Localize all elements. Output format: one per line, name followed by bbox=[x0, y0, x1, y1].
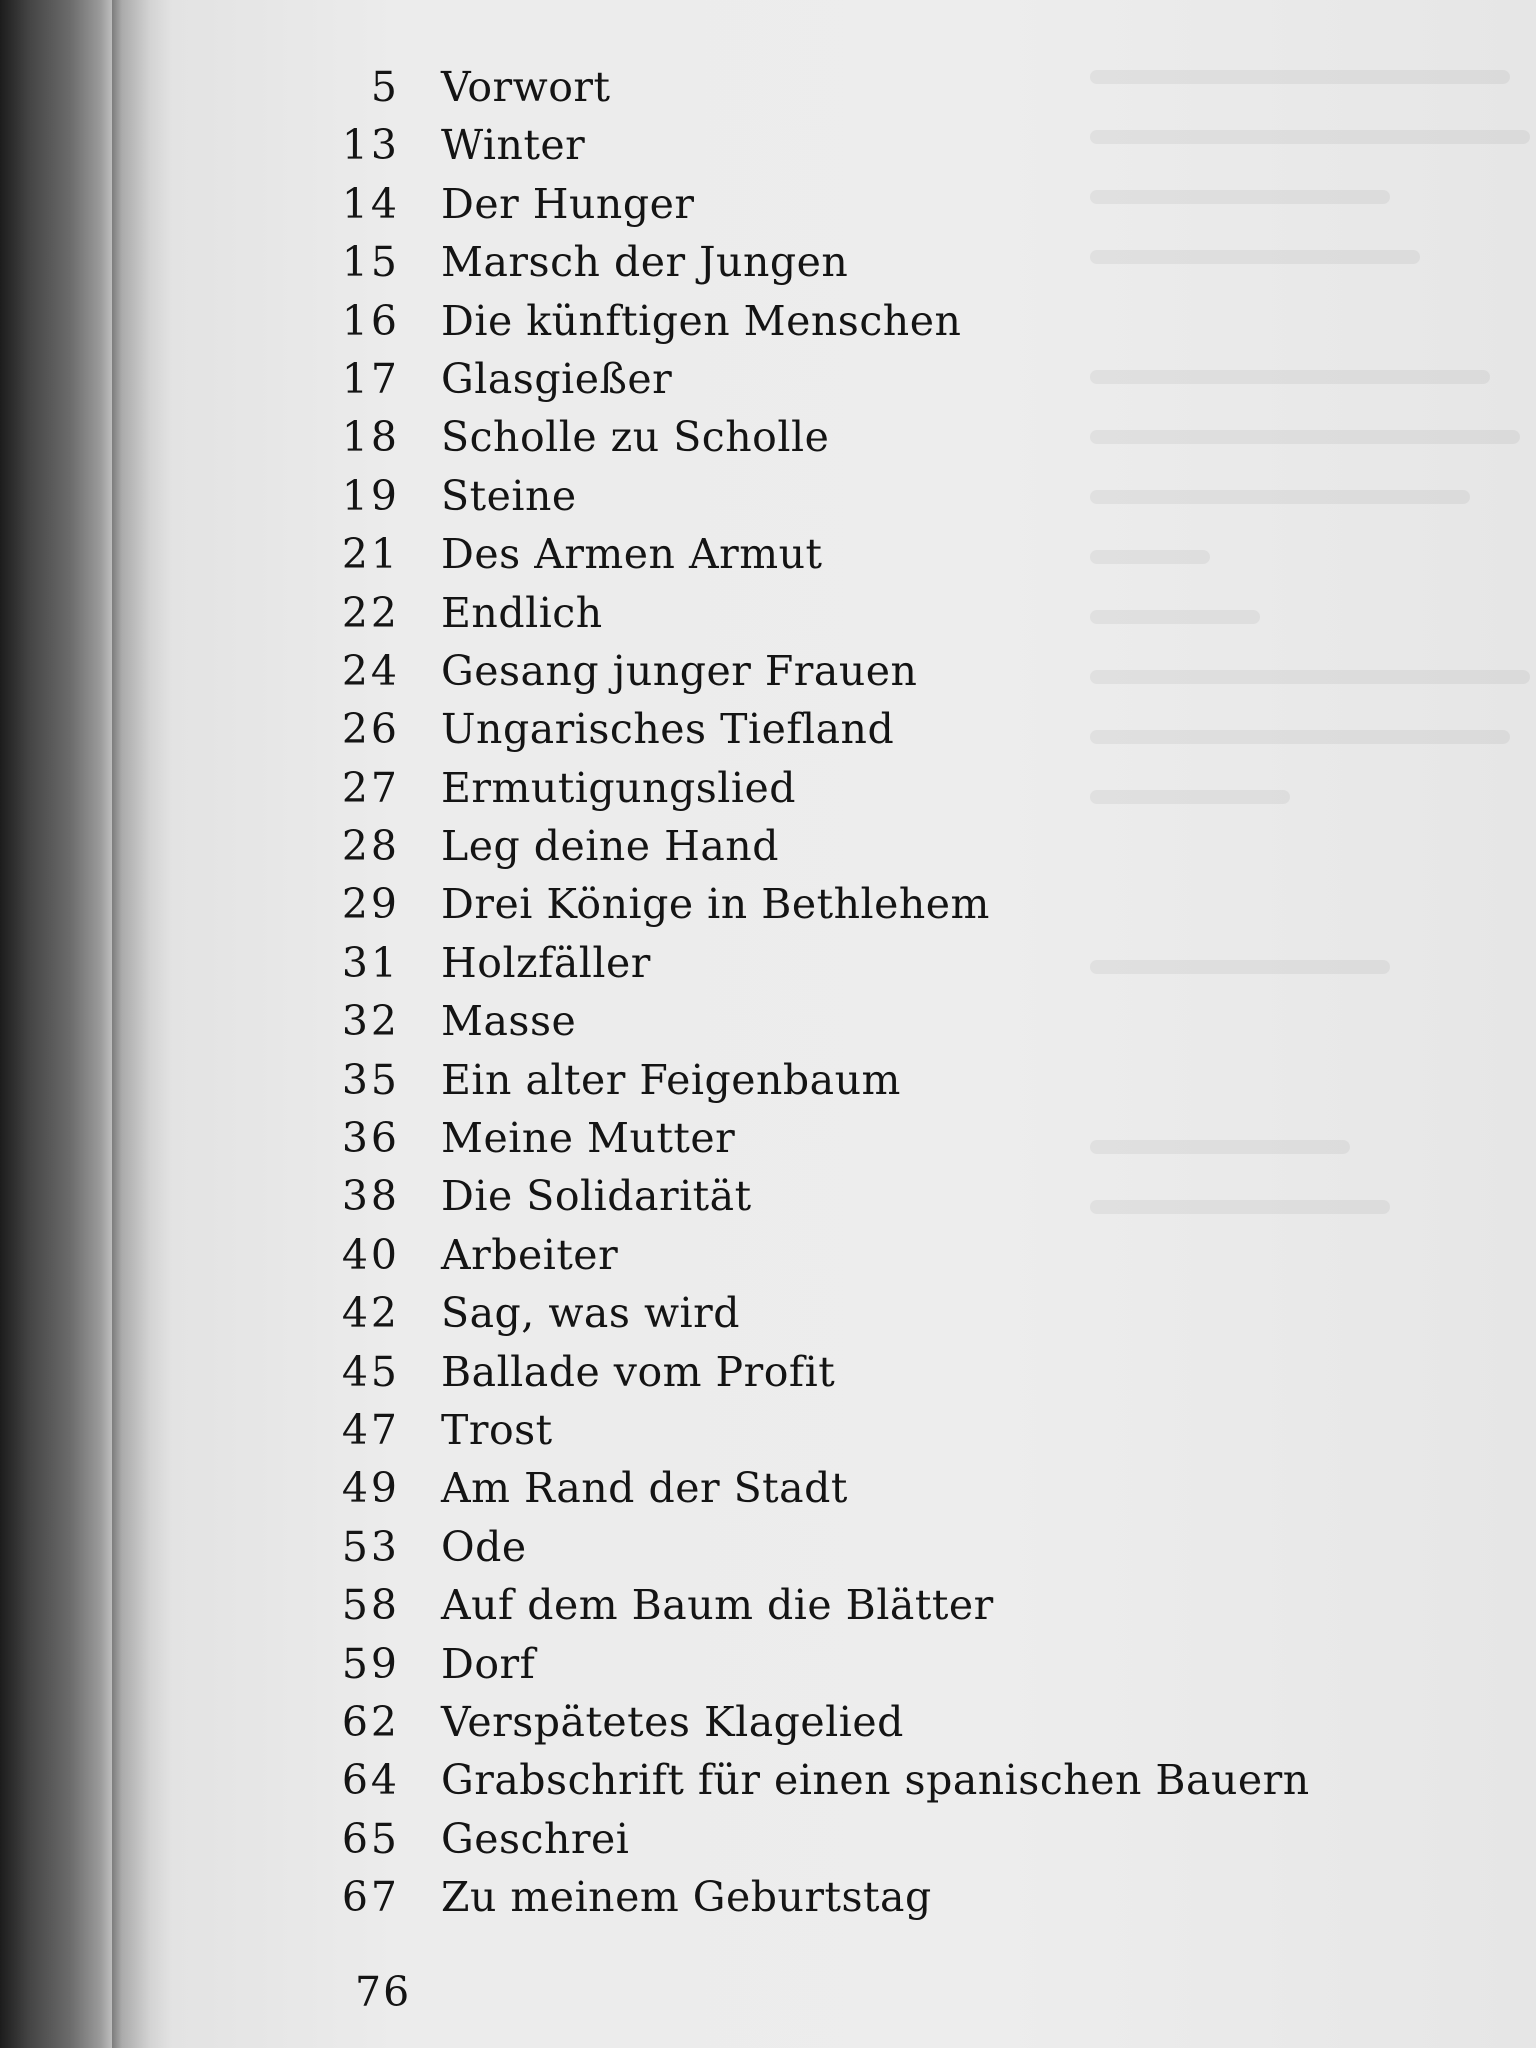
toc-entry bbox=[0, 1576, 1400, 1634]
toc-title: Holzfäller bbox=[441, 938, 651, 987]
toc-entry bbox=[0, 116, 1400, 174]
toc-entry bbox=[0, 1109, 1400, 1167]
toc-entry bbox=[0, 1343, 1400, 1401]
toc-title: Drei Könige in Bethlehem bbox=[441, 880, 990, 929]
toc-page-number: 64 bbox=[341, 1756, 400, 1805]
toc-page-number: 53 bbox=[341, 1522, 400, 1571]
toc-entry bbox=[0, 992, 1400, 1050]
toc-entry bbox=[0, 584, 1400, 642]
toc-page-number: 16 bbox=[341, 296, 400, 345]
toc-page-number: 24 bbox=[341, 646, 400, 695]
toc-title: Winter bbox=[441, 121, 586, 170]
toc-title: Am Rand der Stadt bbox=[441, 1464, 848, 1513]
toc-title: Ungarisches Tiefland bbox=[441, 705, 895, 754]
toc-page-number: 19 bbox=[341, 471, 400, 520]
toc-page-number: 26 bbox=[341, 705, 400, 754]
toc-page-number: 45 bbox=[341, 1347, 400, 1396]
toc-title: Scholle zu Scholle bbox=[441, 413, 830, 462]
toc-title: Glasgießer bbox=[441, 354, 673, 403]
toc-entry bbox=[0, 1284, 1400, 1342]
toc-page-number: 59 bbox=[341, 1639, 400, 1688]
toc-entry bbox=[0, 1518, 1400, 1576]
toc-entry bbox=[0, 1693, 1400, 1751]
toc-page-number: 62 bbox=[341, 1697, 400, 1746]
toc-title: Masse bbox=[441, 997, 577, 1046]
toc-page-number: 38 bbox=[341, 1172, 400, 1221]
toc-entry bbox=[0, 233, 1400, 291]
toc-title: Verspätetes Klagelied bbox=[441, 1697, 904, 1746]
toc-page-number: 14 bbox=[341, 179, 400, 228]
toc-entry bbox=[0, 408, 1400, 466]
toc-title: Leg deine Hand bbox=[441, 822, 779, 871]
toc-title: Ermutigungslied bbox=[441, 763, 796, 812]
toc-title: Trost bbox=[441, 1405, 553, 1454]
toc-entry bbox=[0, 1459, 1400, 1517]
toc-entry bbox=[0, 759, 1400, 817]
toc-entry bbox=[0, 1226, 1400, 1284]
toc-page-number: 18 bbox=[341, 413, 400, 462]
toc-entry bbox=[0, 467, 1400, 525]
toc-title: Steine bbox=[441, 471, 577, 520]
toc-page-number: 5 bbox=[370, 63, 400, 111]
toc-entry bbox=[0, 350, 1400, 408]
toc-entry bbox=[0, 817, 1400, 875]
toc-title: Die künftigen Menschen bbox=[441, 296, 962, 345]
toc-page-number: 21 bbox=[341, 530, 400, 579]
toc-title: Des Armen Armut bbox=[441, 530, 823, 579]
toc-title: Zu meinem Geburtstag bbox=[441, 1873, 932, 1922]
toc-title: Der Hunger bbox=[441, 179, 695, 228]
toc-page-number: 49 bbox=[341, 1464, 400, 1513]
toc-page-number: 65 bbox=[341, 1814, 400, 1863]
toc-page-number: 58 bbox=[341, 1581, 400, 1630]
toc-entry bbox=[0, 525, 1400, 583]
toc-title: Die Solidarität bbox=[441, 1172, 752, 1221]
toc-title: Sag, was wird bbox=[441, 1289, 741, 1338]
toc-page-number: 40 bbox=[341, 1230, 400, 1279]
toc-title: Marsch der Jungen bbox=[441, 238, 849, 287]
toc-page-number: 36 bbox=[341, 1114, 400, 1163]
toc-page-number: 32 bbox=[341, 997, 400, 1046]
toc-page-number: 28 bbox=[341, 822, 400, 871]
toc-entry bbox=[0, 175, 1400, 233]
table-of-contents bbox=[0, 58, 1400, 1927]
toc-entry bbox=[0, 292, 1400, 350]
toc-page-number: 42 bbox=[341, 1289, 400, 1338]
toc-entry bbox=[0, 1810, 1400, 1868]
toc-entry bbox=[0, 1868, 1400, 1926]
toc-title: Grabschrift für einen spanischen Bauern bbox=[441, 1756, 1310, 1805]
toc-entry bbox=[0, 700, 1400, 758]
toc-page-number: 22 bbox=[341, 588, 400, 637]
toc-entry bbox=[0, 1167, 1400, 1225]
toc-entry bbox=[0, 875, 1400, 933]
toc-title: Geschrei bbox=[441, 1814, 630, 1863]
toc-page-number: 31 bbox=[341, 938, 400, 987]
toc-title: Meine Mutter bbox=[441, 1114, 736, 1163]
toc-entry bbox=[0, 1401, 1400, 1459]
toc-title: Ein alter Feigenbaum bbox=[441, 1055, 901, 1104]
toc-title: Arbeiter bbox=[441, 1230, 619, 1279]
toc-title: Ballade vom Profit bbox=[441, 1347, 836, 1396]
toc-title: Vorwort bbox=[441, 63, 611, 111]
toc-entry bbox=[0, 1751, 1400, 1809]
toc-page-number: 27 bbox=[341, 763, 400, 812]
toc-entry bbox=[0, 1635, 1400, 1693]
toc-page-number: 13 bbox=[341, 121, 400, 170]
toc-entry bbox=[0, 58, 1400, 116]
toc-title: Auf dem Baum die Blätter bbox=[441, 1581, 994, 1630]
toc-page-number: 17 bbox=[341, 354, 400, 403]
toc-page-number: 15 bbox=[341, 238, 400, 287]
toc-title: Endlich bbox=[441, 588, 603, 637]
toc-page-number: 67 bbox=[341, 1873, 400, 1922]
toc-title: Dorf bbox=[441, 1639, 536, 1688]
page-number: 76 bbox=[355, 1968, 412, 2016]
toc-page-number: 47 bbox=[341, 1405, 400, 1454]
toc-page-number: 29 bbox=[341, 880, 400, 929]
toc-page-number: 35 bbox=[341, 1055, 400, 1104]
toc-entry bbox=[0, 642, 1400, 700]
toc-entry bbox=[0, 934, 1400, 992]
toc-title: Ode bbox=[441, 1522, 527, 1571]
toc-entry bbox=[0, 1051, 1400, 1109]
toc-title: Gesang junger Frauen bbox=[441, 646, 918, 695]
